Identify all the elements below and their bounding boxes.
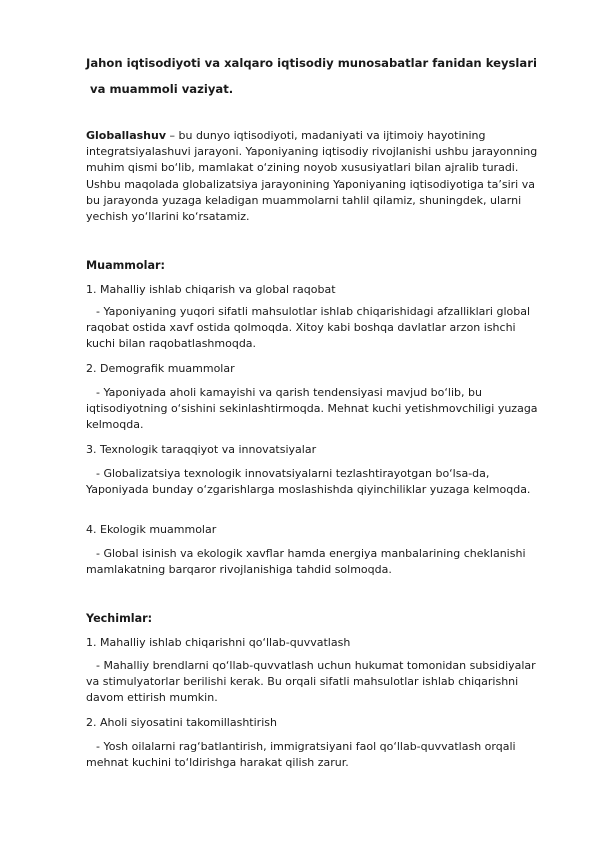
solution-title: 2. Aholi siyosatini takomillashtirish (86, 716, 277, 729)
problem-description: - Yaponiyada aholi kamayishi va qarish tendensiyasi mavjud bo‘lib, bu iqtisodiyotning o‘sishini sekinlashtirmoqda. Mehnat kuchi yetishmovchiligi yuzaga kelmoqda. (86, 386, 538, 432)
problem-description: - Globalizatsiya texnologik innovatsiyalarni tezlashtirayotgan bo‘lsa-da, Yaponiyada bunday o‘zgarishlarga moslashishda qiyinchiliklar yuzaga kelmoqda. (86, 467, 531, 497)
problem-title: 4. Ekologik muammolar (86, 523, 217, 536)
solution-description: - Yosh oilalarni rag‘batlantirish, immigratsiyani faol qo‘llab-quvvatlash orqali mehnat kuchini to‘ldirishga harakat qilish zarur. (86, 740, 516, 770)
intro-term: Globallashuv (86, 129, 166, 142)
problem-title: 2. Demografik muammolar (86, 362, 235, 375)
solution-description: - Mahalliy brendlarni qo‘llab-quvvatlash uchun hukumat tomonidan subsidiyalar va stimulyatorlar berilishi kerak. Bu orqali sifatli mahsulotlar ishlab chiqarishni davom ettirish mumkin. (86, 659, 536, 705)
document-title-line-1: Jahon iqtisodiyoti va xalqaro iqtisodiy munosabatlar fanidan keyslari (86, 56, 537, 70)
problem-title: 1. Mahalliy ishlab chiqarish va global raqobat (86, 283, 336, 296)
solution-title: 1. Mahalliy ishlab chiqarishni qo‘llab-quvvatlash (86, 636, 351, 649)
intro-paragraph (86, 128, 546, 225)
intro-text: – bu dunyo iqtisodiyoti, madaniyati va ijtimoiy hayotining integratsiyalashuvi jarayoni. Yaponiyaning iqtisodiy rivojlanishi ushbu jarayonning muhim qismi bo‘lib, mamlakat o‘zining noyob xususiyatlari bilan ajralib turadi. Ushbu maqolada globalizatsiya jarayonining Yaponiyaning iqtisodiyotiga ta’siri va bu jarayonda yuzaga keladigan muammolarni tahlil qilamiz, shuningdek, ularni yechish yo‘llarini ko‘rsatamiz. (86, 129, 538, 224)
problems-heading: Muammolar: (86, 259, 166, 272)
problem-description: - Global isinish va ekologik xavflar hamda energiya manbalarining cheklanishi mamlakatning barqaror rivojlanishiga tahdid solmoqda. (86, 547, 526, 577)
solutions-heading: Yechimlar: (86, 612, 153, 625)
problem-title: 3. Texnologik taraqqiyot va innovatsiyalar (86, 443, 317, 456)
document-title-line-2: va muammoli vaziyat. (86, 82, 234, 96)
problem-description: - Yaponiyaning yuqori sifatli mahsulotlar ishlab chiqarishidagi afzalliklari global raqobat ostida xavf ostida qolmoqda. Xitoy kabi boshqa davlatlar arzon ishchi kuchi bilan raqobatlashmoqda. (86, 305, 531, 351)
